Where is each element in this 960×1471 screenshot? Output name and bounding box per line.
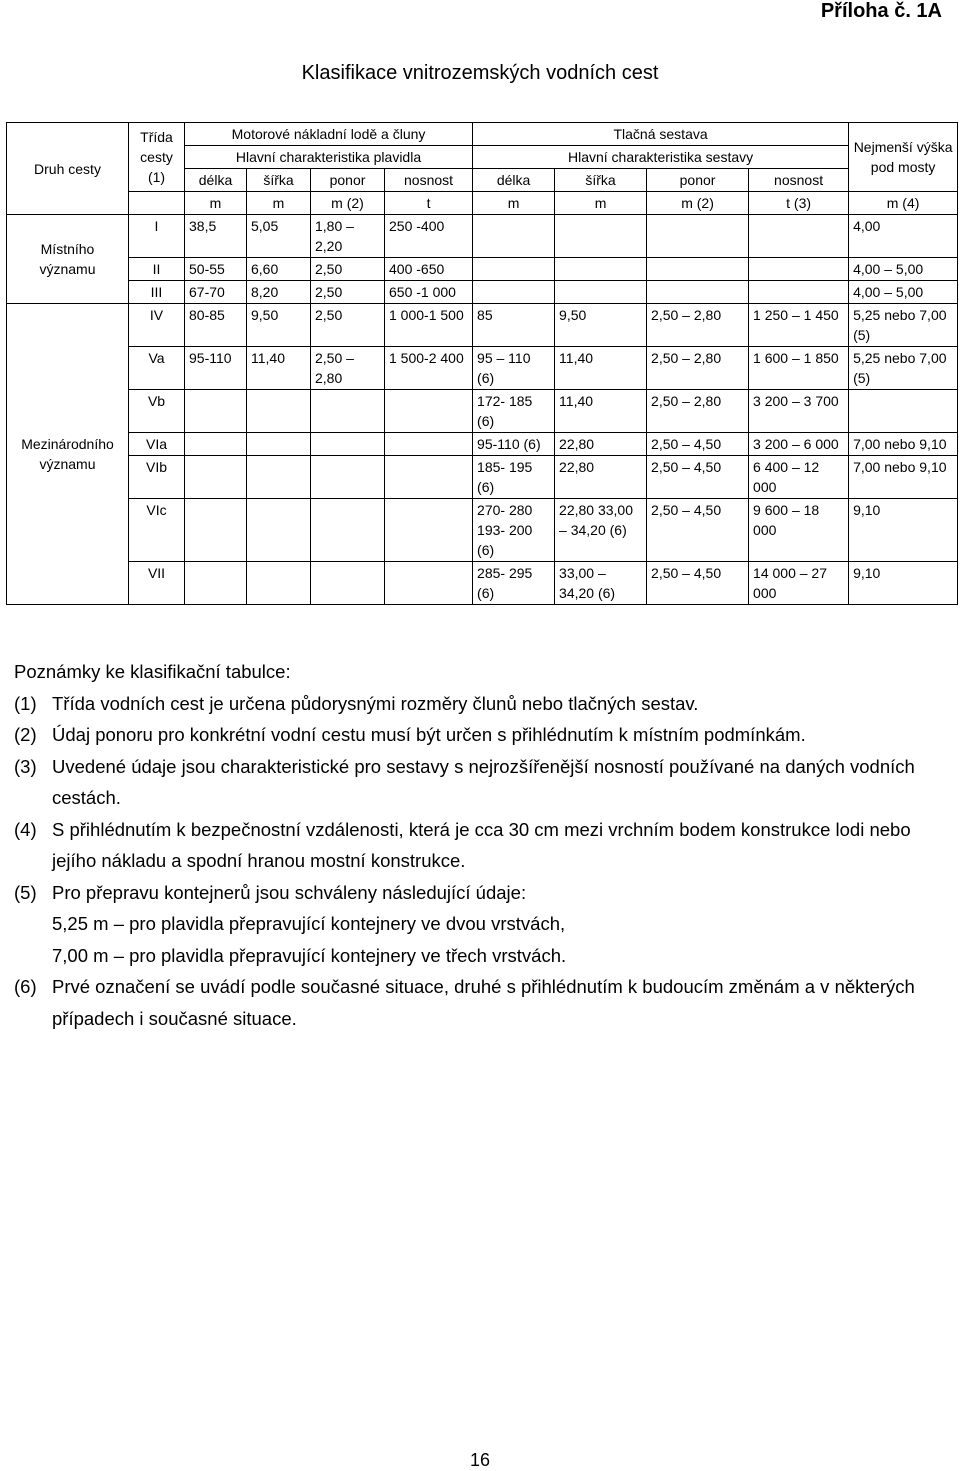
unit-cell: t <box>385 192 473 215</box>
note-item <box>14 814 944 877</box>
data-cell: 11,40 <box>247 347 311 390</box>
data-cell: 7,00 nebo 9,10 <box>849 456 958 499</box>
data-cell <box>555 281 647 304</box>
data-cell: 2,50 – 4,50 <box>647 433 749 456</box>
data-cell: 3 200 – 6 000 <box>749 433 849 456</box>
table-row <box>7 433 958 456</box>
data-cell: 1,80 – 2,20 <box>311 215 385 258</box>
data-cell: 4,00 <box>849 215 958 258</box>
data-cell <box>647 281 749 304</box>
data-cell <box>311 456 385 499</box>
data-cell <box>473 215 555 258</box>
note-text: Prvé označení se uvádí podle současné situace, druhé s přihlédnutím k budoucím změnám a v některých případech i současné situace. <box>52 976 915 1029</box>
data-cell <box>247 499 311 562</box>
class-cell: VIb <box>129 456 185 499</box>
header-char-sestavy: Hlavní charakteristika sestavy <box>473 146 849 169</box>
data-cell: 1 600 – 1 850 <box>749 347 849 390</box>
unit-cell: m <box>473 192 555 215</box>
unit-cell: m (2) <box>647 192 749 215</box>
header-druh-cesty: Druh cesty <box>7 123 129 215</box>
classification-table <box>6 122 958 605</box>
data-cell: 1 250 – 1 450 <box>749 304 849 347</box>
page-title: Klasifikace vnitrozemských vodních cest <box>301 62 659 84</box>
note-subitem: 7,00 m – pro plavidla přepravující kontejnery ve třech vrstvách. <box>52 944 567 966</box>
unit-cell: m (2) <box>311 192 385 215</box>
data-cell <box>185 433 247 456</box>
note-text: Třída vodních cest je určena půdorysnými rozměry člunů nebo tlačných sestav. <box>52 692 699 714</box>
data-cell: 1 500-2 400 <box>385 347 473 390</box>
data-cell: 5,25 nebo 7,00 (5) <box>849 347 958 390</box>
data-cell: 285- 295 (6) <box>473 562 555 605</box>
data-cell <box>311 562 385 605</box>
table-row <box>7 258 958 281</box>
data-cell <box>311 433 385 456</box>
class-cell: IV <box>129 304 185 347</box>
data-cell <box>647 215 749 258</box>
data-cell: 2,50 <box>311 304 385 347</box>
header-trida-cesty: Třída cesty (1) <box>129 123 185 192</box>
data-cell: 9,10 <box>849 562 958 605</box>
data-cell: 50-55 <box>185 258 247 281</box>
note-item <box>14 971 944 1034</box>
data-cell: 2,50 <box>311 281 385 304</box>
note-text: Údaj ponoru pro konkrétní vodní cestu musí být určen s přihlédnutím k místním podmínkám. <box>52 724 806 745</box>
data-cell: 2,50 – 4,50 <box>647 562 749 605</box>
data-cell <box>385 390 473 433</box>
data-cell <box>555 215 647 258</box>
col-nosnost-sestavy: nosnost <box>749 169 849 192</box>
data-cell: 67-70 <box>185 281 247 304</box>
col-sirka: šířka <box>247 169 311 192</box>
data-cell: 95-110 <box>185 347 247 390</box>
data-cell: 6,60 <box>247 258 311 281</box>
class-cell: I <box>129 215 185 258</box>
data-cell: 95-110 (6) <box>473 433 555 456</box>
header-nejmensi-vyska: Nejmenší výška pod mosty <box>849 123 958 192</box>
note-text: S přihlédnutím k bezpečnostní vzdálenosti, která je cca 30 cm mezi vrchním bodem konstrukce lodi nebo jejího nákladu a spodní hranou mostní konstrukce. <box>52 818 911 871</box>
note-item <box>14 877 944 972</box>
table-row <box>7 456 958 499</box>
notes-list <box>14 688 944 1035</box>
class-cell: VII <box>129 562 185 605</box>
table-row <box>7 215 958 258</box>
data-cell: 4,00 – 5,00 <box>849 281 958 304</box>
data-cell <box>385 433 473 456</box>
data-cell: 22,80 <box>555 456 647 499</box>
table-row <box>7 304 958 347</box>
class-cell: Vb <box>129 390 185 433</box>
data-cell <box>473 258 555 281</box>
note-subitem: 5,25 m – pro plavidla přepravující kontejnery ve dvou vrstvách, <box>52 913 566 934</box>
data-cell: 2,50 <box>311 258 385 281</box>
table-row <box>7 390 958 433</box>
data-cell <box>247 390 311 433</box>
data-cell: 95 – 110 (6) <box>473 347 555 390</box>
data-cell: 2,50 – 2,80 <box>647 304 749 347</box>
table-body <box>7 215 958 605</box>
data-cell: 85 <box>473 304 555 347</box>
note-item <box>14 751 944 814</box>
header-row-1 <box>7 123 958 146</box>
data-cell: 185- 195 (6) <box>473 456 555 499</box>
note-number: (3) <box>14 755 37 777</box>
class-cell: VIa <box>129 433 185 456</box>
note-number: (4) <box>14 818 37 840</box>
data-cell: 9 600 – 18 000 <box>749 499 849 562</box>
col-sirka-sestavy: šířka <box>555 169 647 192</box>
data-cell <box>247 433 311 456</box>
note-item <box>14 719 944 751</box>
data-cell <box>185 499 247 562</box>
data-cell <box>385 562 473 605</box>
data-cell: 2,50 – 4,50 <box>647 456 749 499</box>
data-cell: 2,50 – 4,50 <box>647 499 749 562</box>
data-cell: 8,20 <box>247 281 311 304</box>
table-row <box>7 281 958 304</box>
data-cell: 33,00 – 34,20 (6) <box>555 562 647 605</box>
unit-cell: m <box>247 192 311 215</box>
data-cell: 400 -650 <box>385 258 473 281</box>
data-cell: 5,05 <box>247 215 311 258</box>
data-cell: 172- 185 (6) <box>473 390 555 433</box>
col-ponor-sestavy: ponor <box>647 169 749 192</box>
data-cell <box>247 562 311 605</box>
class-cell: III <box>129 281 185 304</box>
note-number: (2) <box>14 724 37 745</box>
class-cell: VIc <box>129 499 185 562</box>
data-cell: 6 400 – 12 000 <box>749 456 849 499</box>
data-cell: 22,80 <box>555 433 647 456</box>
note-number: (1) <box>14 692 37 714</box>
data-cell: 4,00 – 5,00 <box>849 258 958 281</box>
units-row <box>7 192 958 215</box>
data-cell: 11,40 <box>555 347 647 390</box>
note-number: (5) <box>14 881 37 903</box>
notes-heading: Poznámky ke klasifikační tabulce: <box>14 661 291 682</box>
data-cell <box>185 562 247 605</box>
col-nosnost: nosnost <box>385 169 473 192</box>
data-cell: 38,5 <box>185 215 247 258</box>
data-cell <box>311 390 385 433</box>
table-row <box>7 562 958 605</box>
data-cell <box>749 258 849 281</box>
unit-cell: t (3) <box>749 192 849 215</box>
col-delka: délka <box>185 169 247 192</box>
unit-cell <box>129 192 185 215</box>
data-cell: 2,50 – 2,80 <box>647 347 749 390</box>
data-cell <box>311 499 385 562</box>
notes-section <box>14 656 944 1034</box>
data-cell <box>185 390 247 433</box>
data-cell: 250 -400 <box>385 215 473 258</box>
data-cell: 14 000 – 27 000 <box>749 562 849 605</box>
page-number: 16 <box>469 1450 491 1470</box>
data-cell: 11,40 <box>555 390 647 433</box>
class-cell: II <box>129 258 185 281</box>
unit-cell: m <box>555 192 647 215</box>
data-cell <box>385 456 473 499</box>
data-cell <box>849 390 958 433</box>
table-row <box>7 499 958 562</box>
data-cell: 9,50 <box>555 304 647 347</box>
note-text: Uvedené údaje jsou charakteristické pro sestavy s nejrozšířenější nosností používané na daných vodních cestách. <box>52 755 915 808</box>
col-delka-sestavy: délka <box>473 169 555 192</box>
header-tlacna-sestava: Tlačná sestava <box>473 123 849 146</box>
data-cell: 1 000-1 500 <box>385 304 473 347</box>
note-item <box>14 688 944 720</box>
data-cell: 270- 280 193- 200 (6) <box>473 499 555 562</box>
data-cell: 80-85 <box>185 304 247 347</box>
data-cell: 22,80 33,00 – 34,20 (6) <box>555 499 647 562</box>
header-char-plavidla: Hlavní charakteristika plavidla <box>185 146 473 169</box>
data-cell <box>385 499 473 562</box>
data-cell: 650 -1 000 <box>385 281 473 304</box>
data-cell: 9,10 <box>849 499 958 562</box>
data-cell <box>647 258 749 281</box>
data-cell: 2,50 – 2,80 <box>647 390 749 433</box>
data-cell: 9,50 <box>247 304 311 347</box>
data-cell <box>473 281 555 304</box>
unit-cell: m <box>185 192 247 215</box>
data-cell <box>185 456 247 499</box>
col-ponor: ponor <box>311 169 385 192</box>
header-motorove-lode: Motorové nákladní lodě a čluny <box>185 123 473 146</box>
attachment-label: Příloha č. 1A <box>820 0 942 22</box>
note-text: Pro přepravu kontejnerů jsou schváleny následující údaje: <box>52 881 527 903</box>
table-row <box>7 347 958 390</box>
data-cell: 3 200 – 3 700 <box>749 390 849 433</box>
group-mistni-vyznam: Místního významu <box>7 215 129 304</box>
note-number: (6) <box>14 976 37 997</box>
data-cell <box>749 281 849 304</box>
data-cell <box>247 456 311 499</box>
data-cell: 7,00 nebo 9,10 <box>849 433 958 456</box>
data-cell: 2,50 – 2,80 <box>311 347 385 390</box>
class-cell: Va <box>129 347 185 390</box>
data-cell: 5,25 nebo 7,00 (5) <box>849 304 958 347</box>
unit-cell: m (4) <box>849 192 958 215</box>
group-mezinarodni-vyznam: Mezinárodního významu <box>7 304 129 605</box>
data-cell <box>555 258 647 281</box>
data-cell <box>749 215 849 258</box>
